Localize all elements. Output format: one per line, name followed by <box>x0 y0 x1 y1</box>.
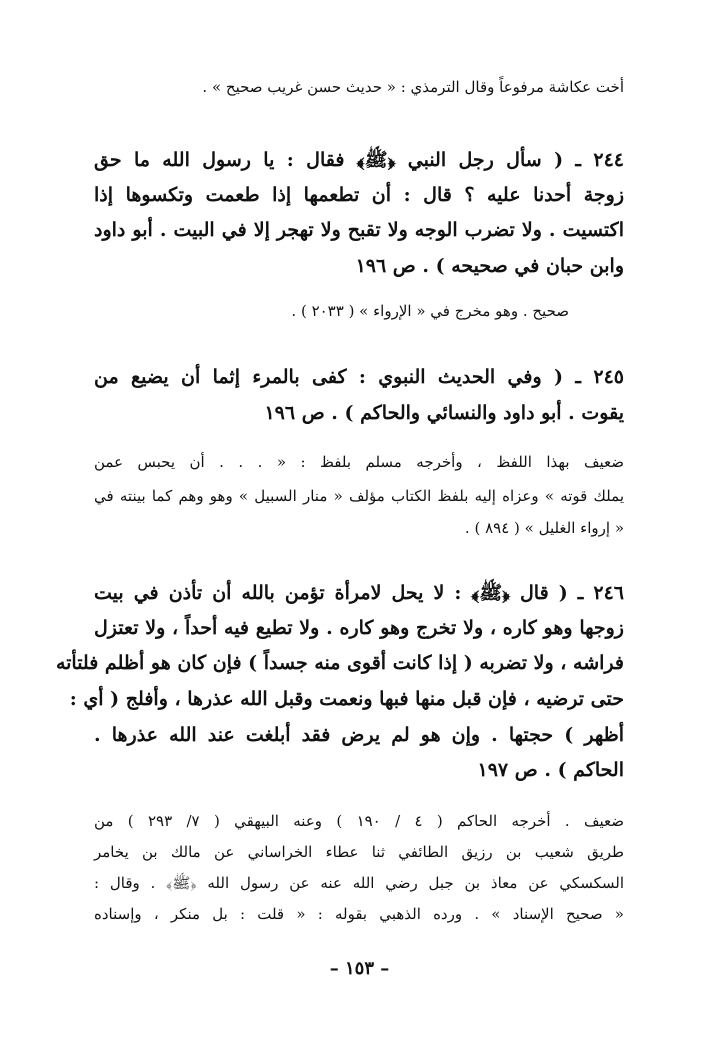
hadith-246-note-line-3: السكسكي عن معاذ بن جبل رضي الله عنه عن رسول الله ﴿ﷺ﴾ . وقال : <box>94 874 624 892</box>
hadith-245-line-2: يقوت . أبو داود والنسائي والحاكم ) . ص ١٩٦ <box>264 402 624 424</box>
hadith-245-note-line-2: يملك قوته » وعزاه إليه بلفظ الكتاب مؤلف « منار السبيل » وهو وهم كما بينته في <box>94 487 624 505</box>
hadith-246-line-3: فراشه ، ولا تضربه ( إذا كانت أقوى منه جسداً ) فإن كان هو أظلم فلتأته <box>55 652 624 674</box>
hadith-244-line-1: ٢٤٤ ـ ( سأل رجل النبي ﴿ﷺ﴾ فقال : يا رسول الله ما حق <box>94 149 624 171</box>
hadith-246-line-6: الحاكم ) . ص ١٩٧ <box>477 759 624 781</box>
hadith-246-line-2: زوجها وهو كاره ، ولا تخرج وهو كاره . ولا تطيع فيه أحداً ، ولا تعتزل <box>94 617 624 639</box>
hadith-246-line-1: ٢٤٦ ـ ( قال ﴿ﷺ﴾ : لا يحل لامرأة تؤمن بالله أن تأذن في بيت <box>94 582 624 604</box>
hadith-246-note-line-4: « صحيح الإسناد » . ورده الذهبي بقوله : « قلت : بل منكر ، وإسناده <box>94 905 624 923</box>
hadith-244-line-3: اكتسيت . ولا تضرب الوجه ولا تقبح ولا تهجر إلا في البيت . أبو داود <box>94 219 624 241</box>
hadith-244-line-2: زوجة أحدنا عليه ؟ قال : أن تطعمها إذا طعمت وتكسوها إذا <box>94 184 624 206</box>
hadith-246-line-4: حتى ترضيه ، فإن قبل منها فبها ونعمت وقبل الله عذرها ، وأفلج ( أي : <box>69 688 624 710</box>
hadith-246-line-5: أظهر ) حجتها . وإن هو لم يرض فقد أبلغت عند الله عذرها . <box>94 724 624 746</box>
intro-line: أخت عكاشة مرفوعاً وقال الترمذي : « حديث حسن غريب صحيح » . <box>202 78 624 96</box>
hadith-245-note-line-1: ضعيف بهذا اللفظ ، وأخرجه مسلم بلفظ : « . . . أن يحبس عمن <box>94 453 624 471</box>
hadith-244-line-4: وابن حبان في صحيحه ) . ص ١٩٦ <box>355 255 624 277</box>
hadith-246-note-line-1: ضعيف . أخرجه الحاكم ( ٤ / ١٩٠ ) وعنه البيهقي ( ٧/ ٢٩٣ ) من <box>94 812 625 830</box>
hadith-244-grade: صحيح . وهو مخرج في « الإرواء » ( ٢٠٣٣ ) . <box>291 302 569 320</box>
page-number: – ١٥٣ – <box>329 958 390 979</box>
hadith-245-line-1: ٢٤٥ ـ ( وفي الحديث النبوي : كفى بالمرء إثما أن يضيع من <box>94 366 624 388</box>
hadith-246-note-line-2: طريق شعيب بن رزيق الطائفي ثنا عطاء الخراساني عن مالك بن يخامر <box>94 843 624 861</box>
hadith-245-note-line-3: « إرواء الغليل » ( ٨٩٤ ) . <box>464 519 624 537</box>
